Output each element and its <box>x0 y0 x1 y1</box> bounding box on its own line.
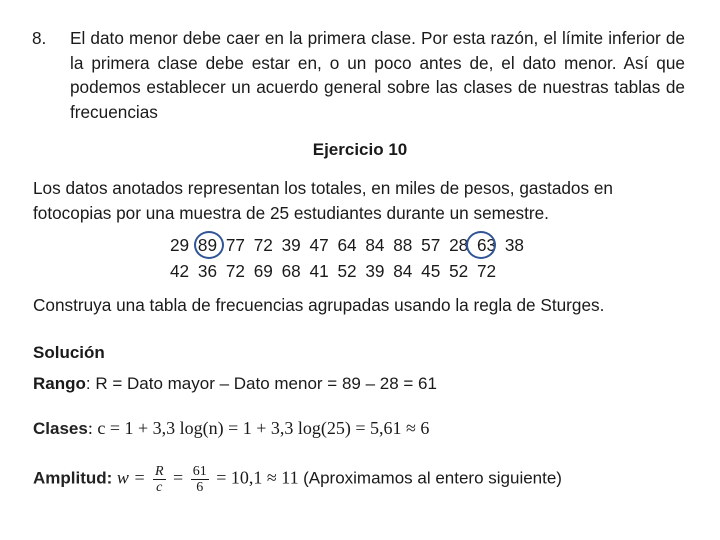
data-value: 72 <box>253 235 273 255</box>
data-value: 47 <box>309 235 329 255</box>
data-value: 88 <box>393 235 413 255</box>
fraction-denominator: c <box>156 480 163 495</box>
exercise-title: Ejercicio 10 <box>312 140 408 159</box>
clases-line <box>33 418 429 439</box>
fraction-61-over-6 <box>191 464 209 495</box>
amplitud-label: Amplitud <box>33 468 107 488</box>
rango-text: : R = Dato mayor – Dato menor = 89 – 28 = 61 <box>85 374 437 393</box>
max-value-circle <box>194 231 224 259</box>
data-value-max: 89 <box>197 235 218 255</box>
item-8-text: El dato menor debe caer en la primera clase. Por esta razón, el límite inferior de la primera clase debe estar en, o un poco antes de, el dato menor. Así que podemos establecer un acuerdo general sobre las clases de nuestras tablas de frecuencias <box>70 28 685 122</box>
data-value: 39 <box>365 261 385 281</box>
data-value: 41 <box>309 261 329 281</box>
fraction-denominator: 6 <box>196 480 204 495</box>
data-value: 84 <box>365 235 385 255</box>
solution-heading: Solución <box>33 343 105 362</box>
instruction: Construya una tabla de frecuencias agrupadas usando la regla de Sturges. <box>33 295 605 315</box>
item-8-number: 8. <box>32 28 47 48</box>
exercise-statement: Los datos anotados representan los totales, en miles de pesos, gastados en fotocopias por una muestra de 25 estudiantes durante un semestre. <box>33 178 613 223</box>
equals-sign: = <box>173 467 184 488</box>
data-value: 68 <box>281 261 301 281</box>
amplitud-note: (Aproximamos al entero siguiente) <box>303 468 562 488</box>
data-value: 84 <box>393 261 413 281</box>
amplitud-line: Amplitud: w = $\frac{R}{c}$ = $\frac{61}{6}$ = 10,1 ≈ 11 (Aproximamos al entero siguiente) <box>33 464 562 495</box>
clases-label: Clases <box>33 419 88 438</box>
amplitud-w: w = <box>116 467 146 488</box>
fraction-numerator: R <box>154 464 164 479</box>
data-value: 72 <box>225 261 245 281</box>
data-value: 45 <box>421 261 441 281</box>
data-value: 39 <box>281 235 301 255</box>
rango-line <box>33 374 437 394</box>
fraction-numerator: 61 <box>192 464 207 479</box>
clases-formula: : c = 1 + 3,3 log(n) = 1 + 3,3 log(25) = 5,61 ≈ 6 <box>87 418 430 438</box>
data-value-min: 28 <box>449 235 469 255</box>
data-value: 52 <box>337 261 357 281</box>
amplitud-result: = 10,1 ≈ 11 <box>216 467 299 488</box>
data-value: 36 <box>197 261 218 281</box>
rango-label: Rango <box>33 374 86 393</box>
data-value: 57 <box>421 235 441 255</box>
fraction-r-over-c <box>153 464 166 495</box>
data-row-2 <box>170 261 496 282</box>
data-value: 38 <box>504 235 524 255</box>
data-value: 69 <box>253 261 273 281</box>
data-value: 64 <box>337 235 357 255</box>
data-value: 42 <box>170 261 190 281</box>
data-value: 63 <box>476 235 497 255</box>
data-value: 29 <box>170 235 190 255</box>
min-value-circle <box>466 231 496 259</box>
data-value: 72 <box>476 261 497 281</box>
data-value: 77 <box>225 235 245 255</box>
data-value: 52 <box>449 261 469 281</box>
